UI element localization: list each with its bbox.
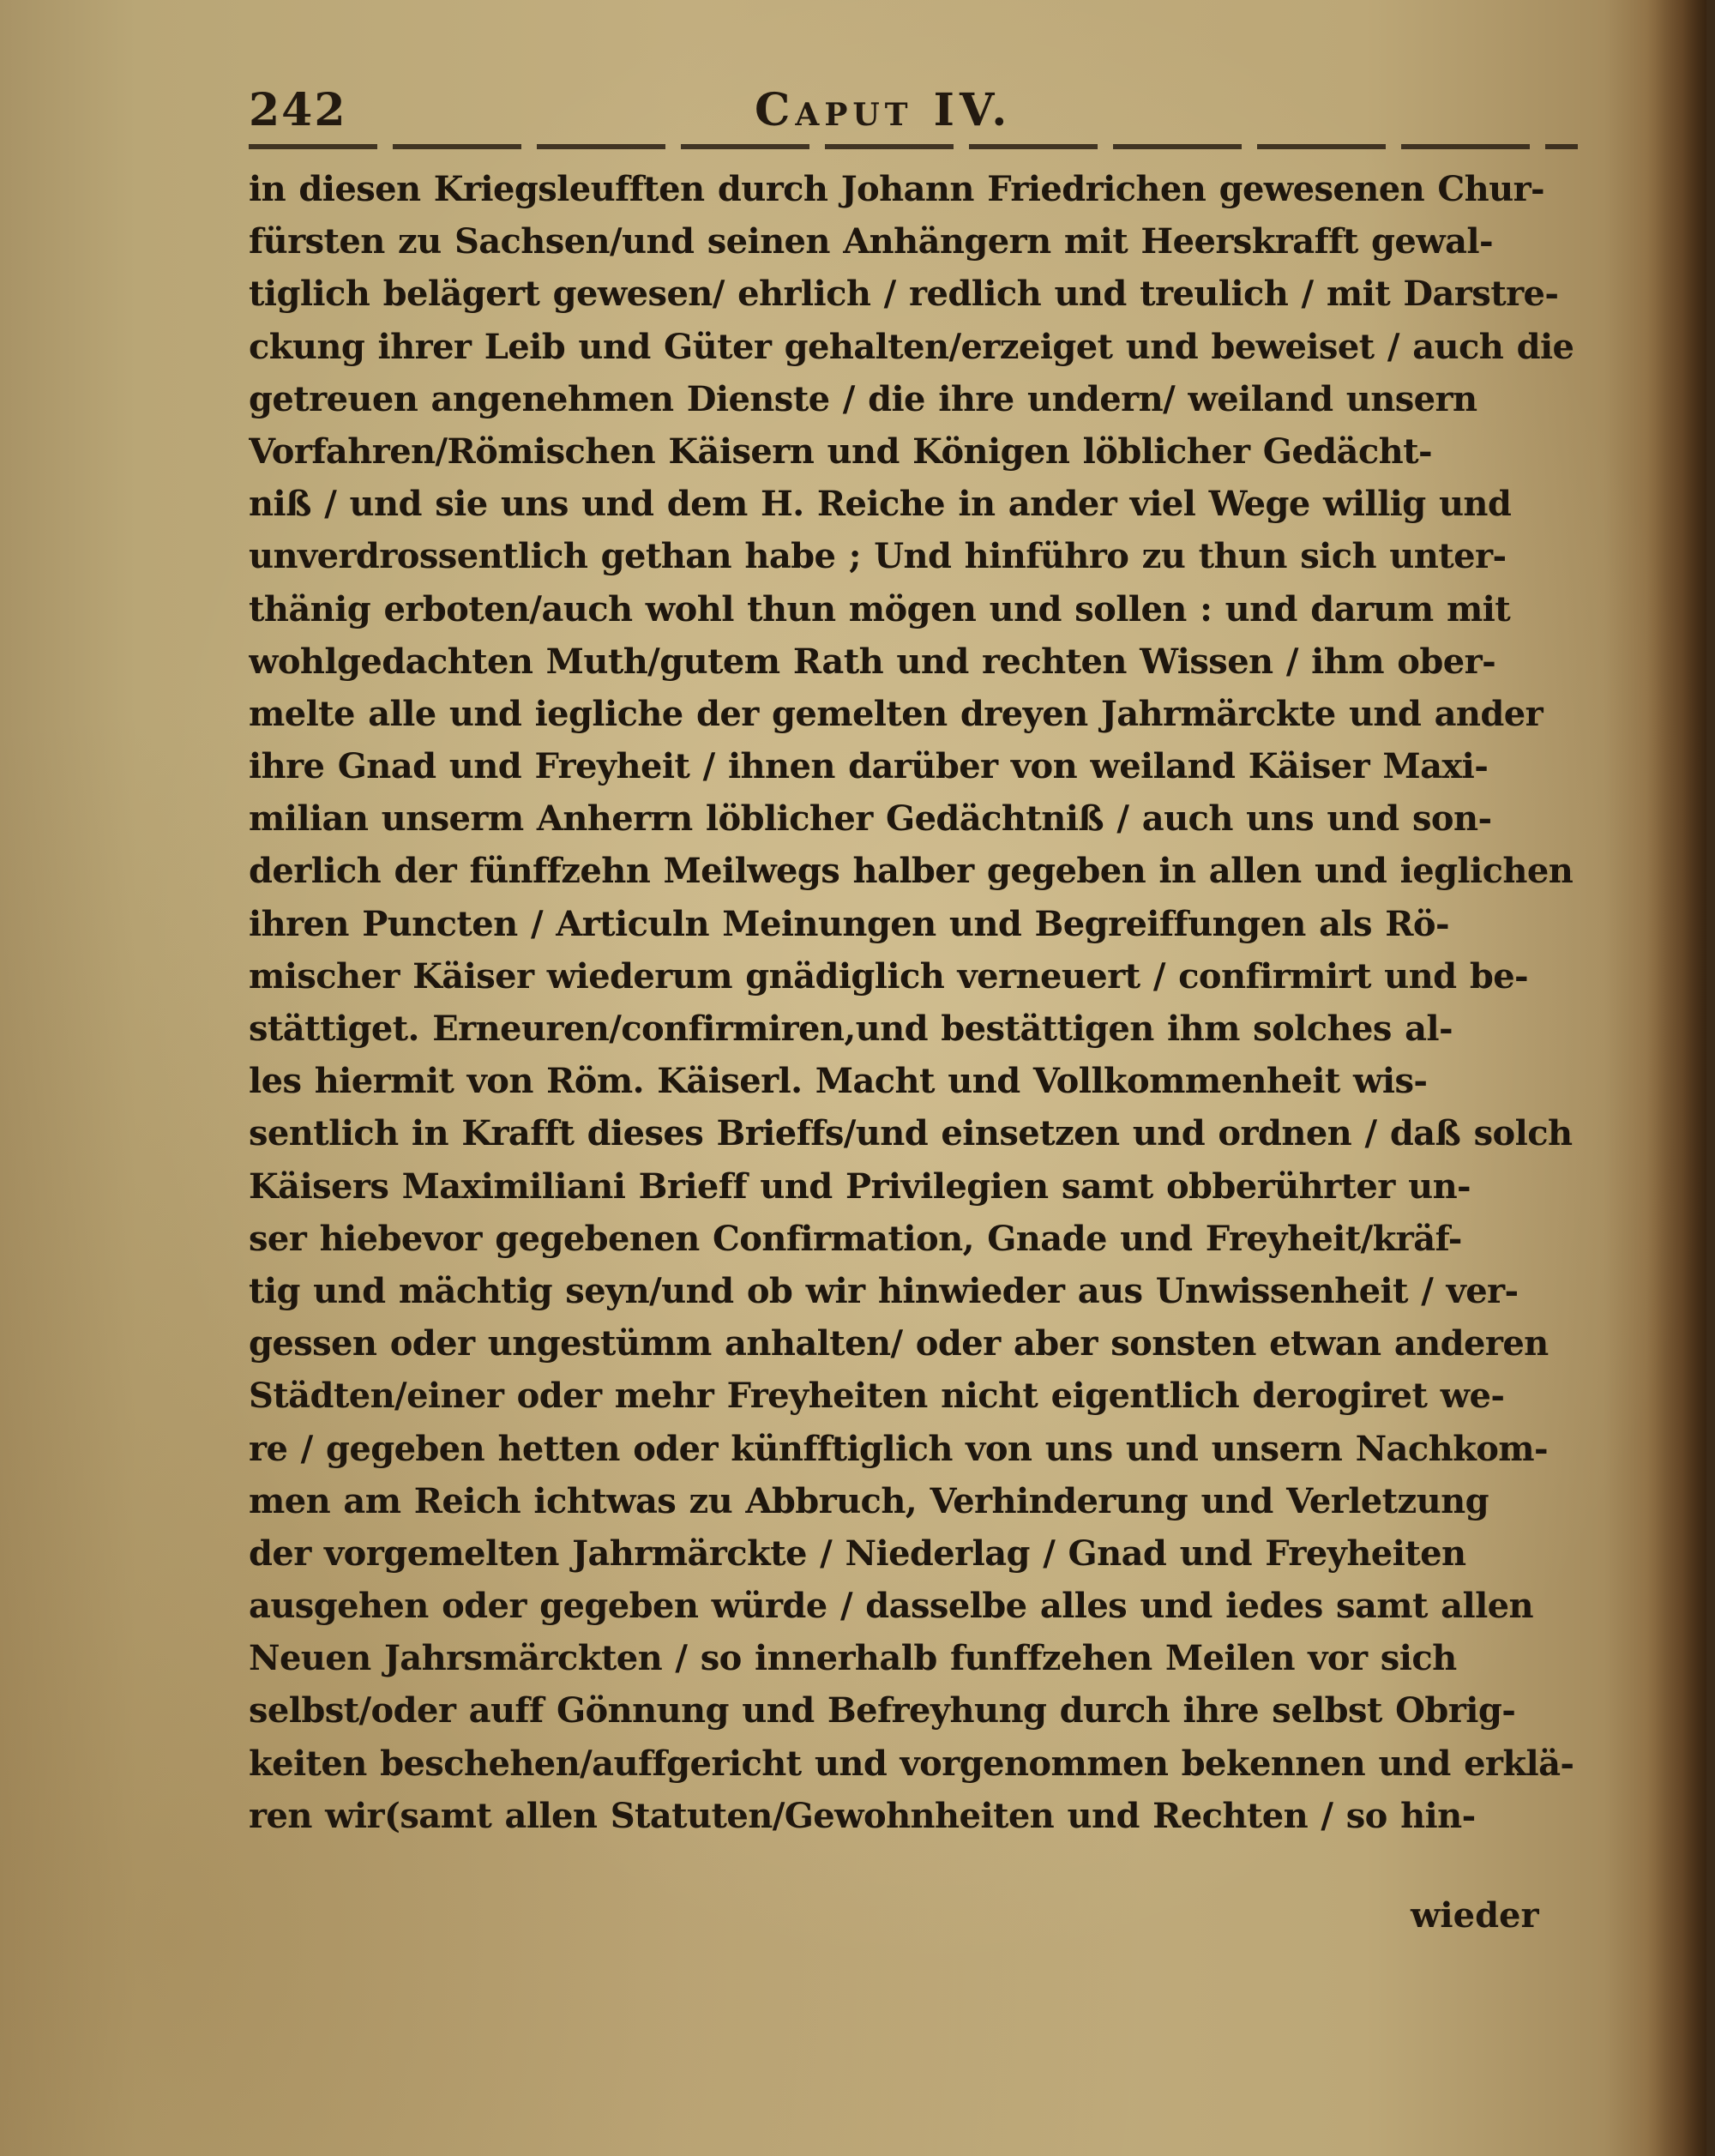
text-line: sentlich in Krafft dieses Brieffs/und einsetzen und ordnen / daß solch (249, 1113, 1573, 1154)
text-line: derlich der fünffzehn Meilwegs halber gegeben in allen und ieglichen (249, 851, 1574, 892)
text-line: in diesen Kriegsleufften durch Johann Friedrichen gewesenen Chur- (249, 169, 1545, 209)
text-line: ausgehen oder gegeben würde / dasselbe alles und iedes samt allen (249, 1586, 1533, 1627)
catchword: wieder (1411, 1895, 1539, 1936)
text-line: Städten/einer oder mehr Freyheiten nicht eigentlich derogiret we- (249, 1376, 1505, 1417)
text-line: melte alle und iegliche der gemelten dreyen Jahrmärckte und ander (249, 693, 1544, 734)
text-line: unverdrossentlich gethan habe ; Und hinführo zu thun sich unter- (249, 536, 1507, 577)
text-line: wohlgedachten Muth/gutem Rath und rechten Wissen / ihm ober- (249, 641, 1496, 682)
text-line: stättiget. Erneuren/confirmiren,und bestättigen ihm solches al- (249, 1009, 1453, 1049)
text-line: milian unserm Anherrn löblicher Gedächtniß / auch uns und son- (249, 798, 1492, 840)
page-gutter-shadow (1646, 0, 1706, 2156)
text-line: men am Reich ichtwas zu Abbruch, Verhinderung und Verletzung (249, 1480, 1489, 1521)
text-line: der vorgemelten Jahrmärckte / Niederlag / Gnad und Freyheiten (249, 1533, 1466, 1574)
text-line: Neuen Jahrsmärckten / so innerhalb funffzehen Meilen vor sich (249, 1638, 1457, 1679)
text-line: ser hiebevor gegebenen Confirmation, Gnade und Freyheit/kräf- (249, 1218, 1462, 1259)
page-header (249, 84, 1586, 144)
text-line: ren wir(samt allen Statuten/Gewohnheiten und Rechten / so hin- (249, 1795, 1476, 1836)
text-line: re / gegeben hetten oder künfftiglich von uns und unsern Nachkom- (249, 1428, 1549, 1469)
text-line: getreuen angenehmen Dienste / die ihre undern/ weiland unsern (249, 378, 1477, 419)
text-line: ihren Puncten / Articuln Meinungen und Begreiffungen als Rö- (249, 903, 1449, 944)
text-line: tiglich belägert gewesen/ ehrlich / redlich und treulich / mit Darstre- (249, 274, 1559, 315)
body-text (249, 163, 1595, 1842)
running-head: Caput IV. (755, 84, 1013, 136)
text-line: ihre Gnad und Freyheit / ihnen darüber von weiland Käiser Maxi- (249, 746, 1489, 787)
text-line: ckung ihrer Leib und Güter gehalten/erzeiget und beweiset / auch die (249, 326, 1574, 367)
text-line: keiten beschehen/auffgericht und vorgenommen bekennen und erklä- (249, 1743, 1574, 1784)
text-line: Käisers Maximiliani Brieff und Privilegien samt obberührter un- (249, 1165, 1471, 1207)
text-line: Vorfahren/Römischen Käisern und Königen löblicher Gedächt- (249, 431, 1432, 472)
text-line: tig und mächtig seyn/und ob wir hinwieder aus Unwissenheit / ver- (249, 1270, 1519, 1311)
text-line: fürsten zu Sachsen/und seinen Anhängern mit Heerskrafft gewal- (249, 221, 1493, 262)
header-rule (249, 144, 1578, 149)
text-line: les hiermit von Röm. Käiserl. Macht und Vollkommenheit wis- (249, 1061, 1428, 1102)
text-line: gessen oder ungestümm anhalten/ oder aber sonsten etwan anderen (249, 1323, 1549, 1364)
text-line: thänig erboten/auch wohl thun mögen und sollen : und darum mit (249, 588, 1511, 629)
text-line: selbst/oder auff Gönnung und Befreyhung durch ihre selbst Obrig- (249, 1690, 1516, 1731)
text-line: niß / und sie uns und dem H. Reiche in ander viel Wege willig und (249, 484, 1512, 525)
text-line: mischer Käiser wiederum gnädiglich verneuert / confirmirt und be- (249, 955, 1529, 997)
page-number: 242 (249, 84, 347, 136)
